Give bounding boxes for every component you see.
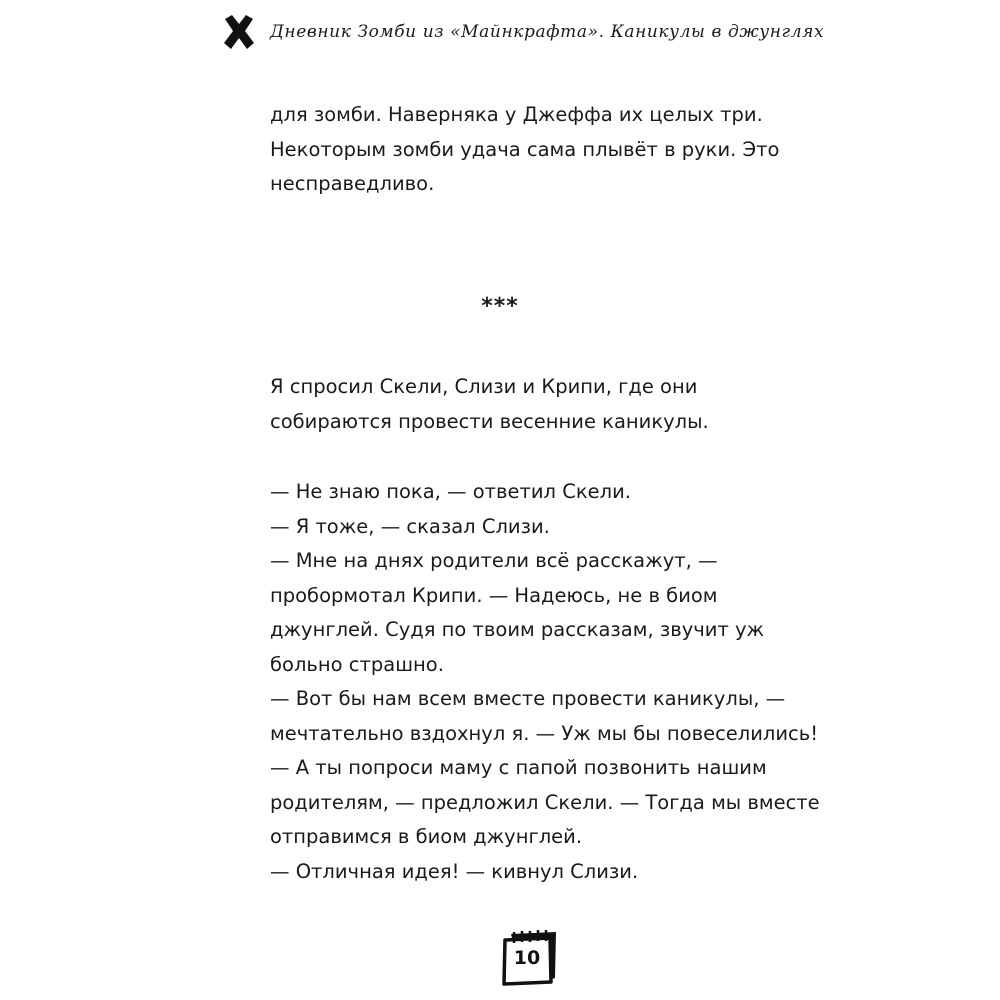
book-title: Дневник Зомби из «Майнкрафта». Каникулы в джунглях — [270, 22, 825, 42]
dialogue-line: — Отличная идея! — кивнул Слизи. — [270, 859, 639, 883]
text-line: несправедливо. — [270, 172, 435, 195]
dialogue-block — [270, 475, 820, 889]
dialogue-line: отправимся в биом джунглей. — [270, 825, 583, 848]
dialogue-line: джунглей. Судя по твоим рассказам, звучит уж — [270, 618, 765, 641]
text-line: Некоторым зомби удача сама плывёт в руки. Это — [270, 137, 780, 161]
dialogue-line: пробормотал Крипи. — Надеюсь, не в биом — [270, 583, 718, 607]
page-number: 10 — [513, 947, 541, 969]
dialogue-line: — Вот бы нам всем вместе провести каникулы, — — [270, 687, 786, 710]
dialogue-line: больно страшно. — [270, 652, 444, 676]
paragraph-question — [270, 370, 800, 439]
page-number-badge — [500, 928, 560, 988]
x-mark-icon — [222, 14, 256, 50]
dialogue-line: — А ты попроси маму с папой позвонить нашим — [270, 756, 767, 779]
text-line: собираются провести весенние каникулы. — [270, 409, 709, 433]
dialogue-line: — Не знаю пока, — ответил Скели. — [270, 480, 631, 503]
dialogue-line: — Мне на днях родители всё расскажут, — — [270, 549, 718, 572]
text-line: Я спросил Скели, Слизи и Крипи, где они — [270, 375, 698, 398]
dialogue-line: — Я тоже, — сказал Слизи. — [270, 514, 550, 538]
text-line: для зомби. Наверняка у Джеффа их целых три. — [270, 103, 763, 126]
dialogue-line: мечтательно вздохнул я. — Уж мы бы повеселились! — [270, 721, 819, 745]
running-header — [222, 12, 824, 52]
dialogue-line: родителям, — предложил Скели. — Тогда мы вместе — [270, 790, 820, 814]
section-separator: *** — [481, 294, 519, 319]
paragraph-continuation — [270, 98, 800, 202]
